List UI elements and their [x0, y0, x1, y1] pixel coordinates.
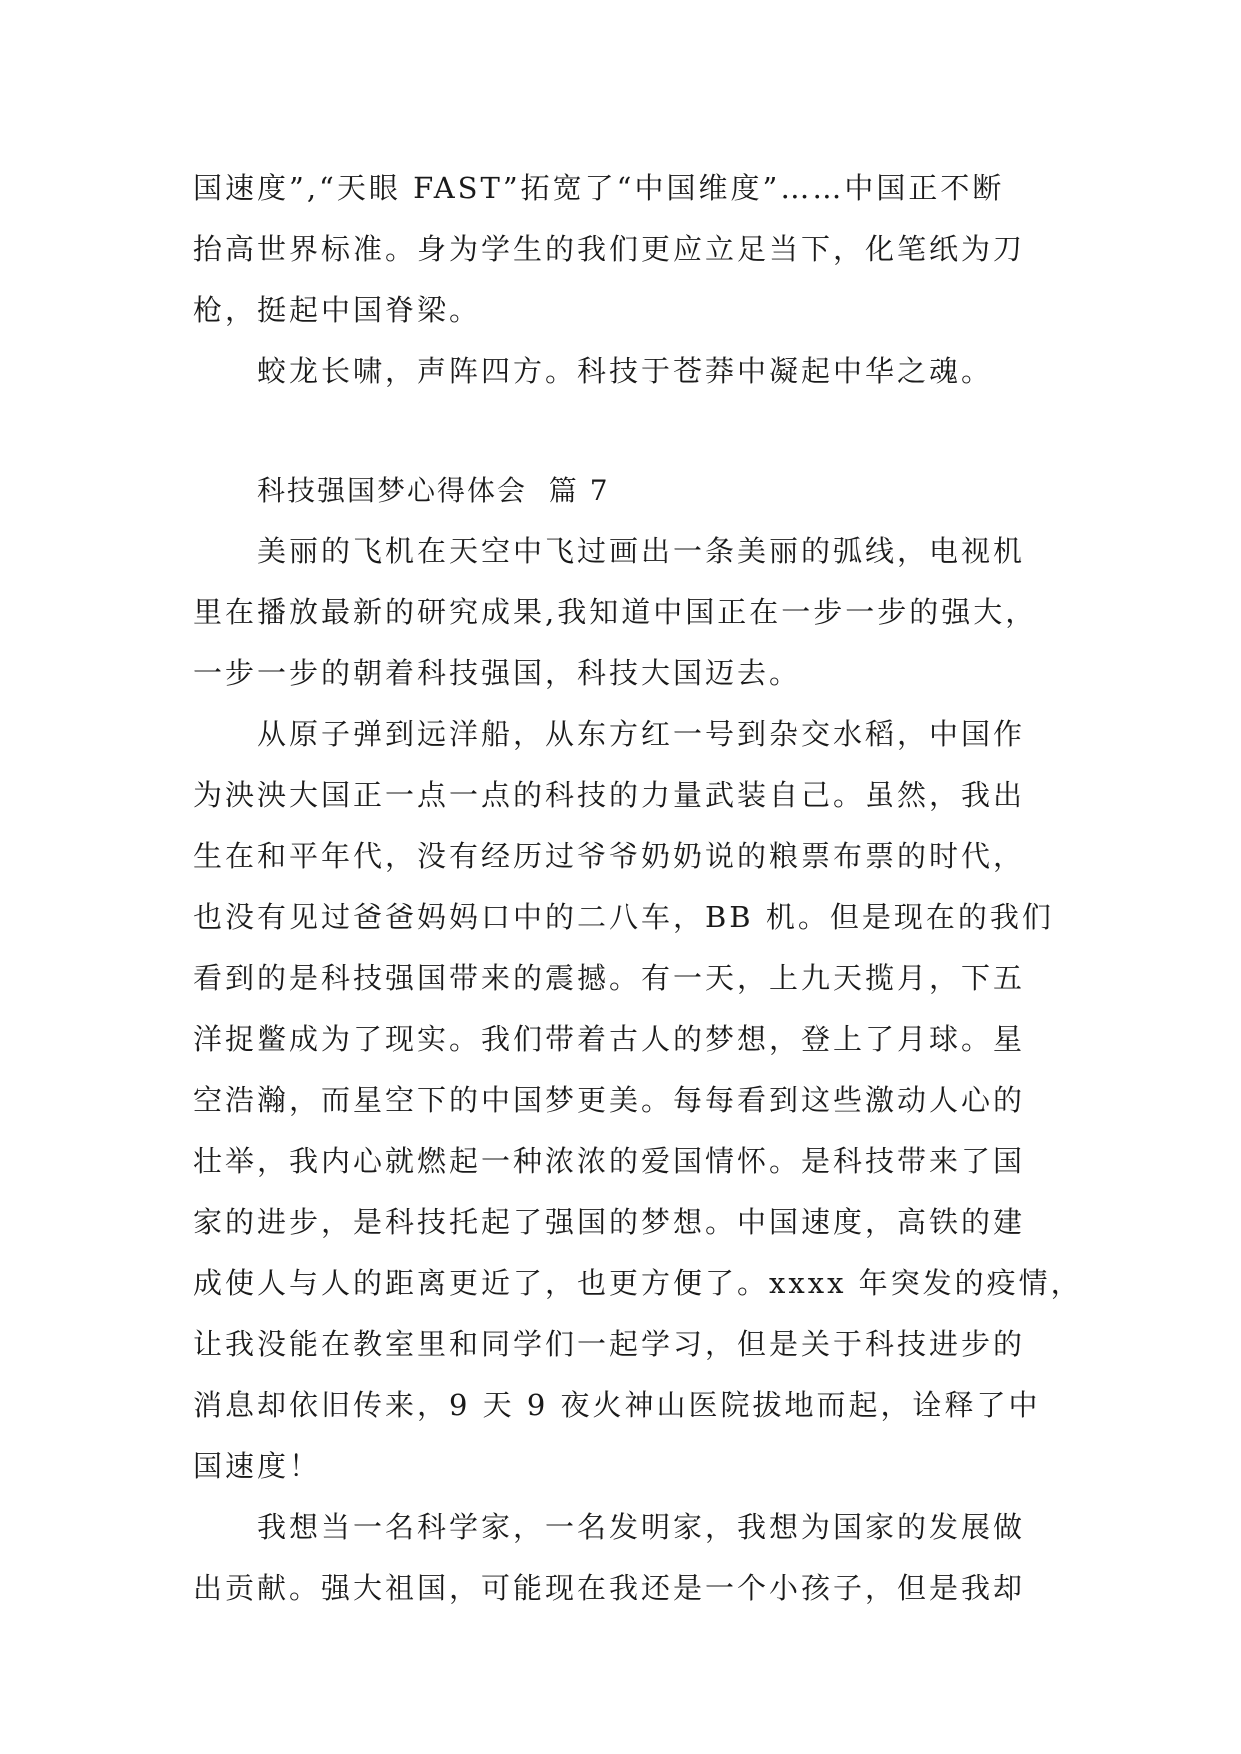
section-heading-block	[193, 460, 1043, 521]
text-line: 看到的是科技强国带来的震撼。有一天，上九天揽月，下五	[193, 961, 1026, 995]
text-line: 为泱泱大国正一点一点的科技的力量武装自己。虽然，我出	[193, 778, 1026, 812]
text-line: 国速度！	[193, 1449, 322, 1483]
text-line: 抬高世界标准。身为学生的我们更应立足当下，化笔纸为刀	[193, 232, 1026, 266]
text-line: 出贡献。强大祖国，可能现在我还是一个小孩子，但是我却	[193, 1571, 1026, 1605]
paragraph	[193, 1497, 1043, 1619]
paragraph	[193, 341, 1043, 402]
paragraph	[193, 521, 1043, 704]
text-line: 里在播放最新的研究成果,我知道中国正在一步一步的强大，	[193, 595, 1038, 629]
text-line: 家的进步，是科技托起了强国的梦想。中国速度，高铁的建	[193, 1205, 1026, 1239]
text-line: 我想当一名科学家，一名发明家，我想为国家的发展做	[257, 1510, 1026, 1544]
text-line: 让我没能在教室里和同学们一起学习，但是关于科技进步的	[193, 1327, 1026, 1361]
section-heading: 科技强国梦心得体会 篇 7	[257, 474, 610, 507]
text-line: 蛟龙长啸，声阵四方。科技于苍莽中凝起中华之魂。	[257, 354, 994, 388]
paragraph	[193, 704, 1083, 1497]
text-line: 成使人与人的距离更近了，也更方便了。xxxx 年突发的疫情，	[193, 1266, 1083, 1300]
text-line: 一步一步的朝着科技强国，科技大国迈去。	[193, 656, 802, 690]
text-line: 枪，挺起中国脊梁。	[193, 293, 482, 327]
text-line: 壮举，我内心就燃起一种浓浓的爱国情怀。是科技带来了国	[193, 1144, 1026, 1178]
text-line: 从原子弹到远洋船，从东方红一号到杂交水稻，中国作	[257, 717, 1026, 751]
text-line: 空浩瀚，而星空下的中国梦更美。每每看到这些激动人心的	[193, 1083, 1026, 1117]
text-line: 也没有见过爸爸妈妈口中的二八车，BB 机。但是现在的我们	[193, 900, 1054, 934]
document-body	[193, 158, 1083, 1619]
text-line: 洋捉鳖成为了现实。我们带着古人的梦想，登上了月球。星	[193, 1022, 1026, 1056]
blank-space	[193, 402, 1043, 460]
text-line: 美丽的飞机在天空中飞过画出一条美丽的弧线，电视机	[257, 534, 1026, 568]
text-line: 消息却依旧传来，9 天 9 夜火神山医院拔地而起，诠释了中	[193, 1388, 1041, 1422]
text-line: 国速度”,“天眼 FAST”拓宽了“中国维度”……中国正不断	[193, 171, 1005, 205]
paragraph	[193, 158, 1043, 341]
text-line: 生在和平年代，没有经历过爷爷奶奶说的粮票布票的时代，	[193, 839, 1026, 873]
